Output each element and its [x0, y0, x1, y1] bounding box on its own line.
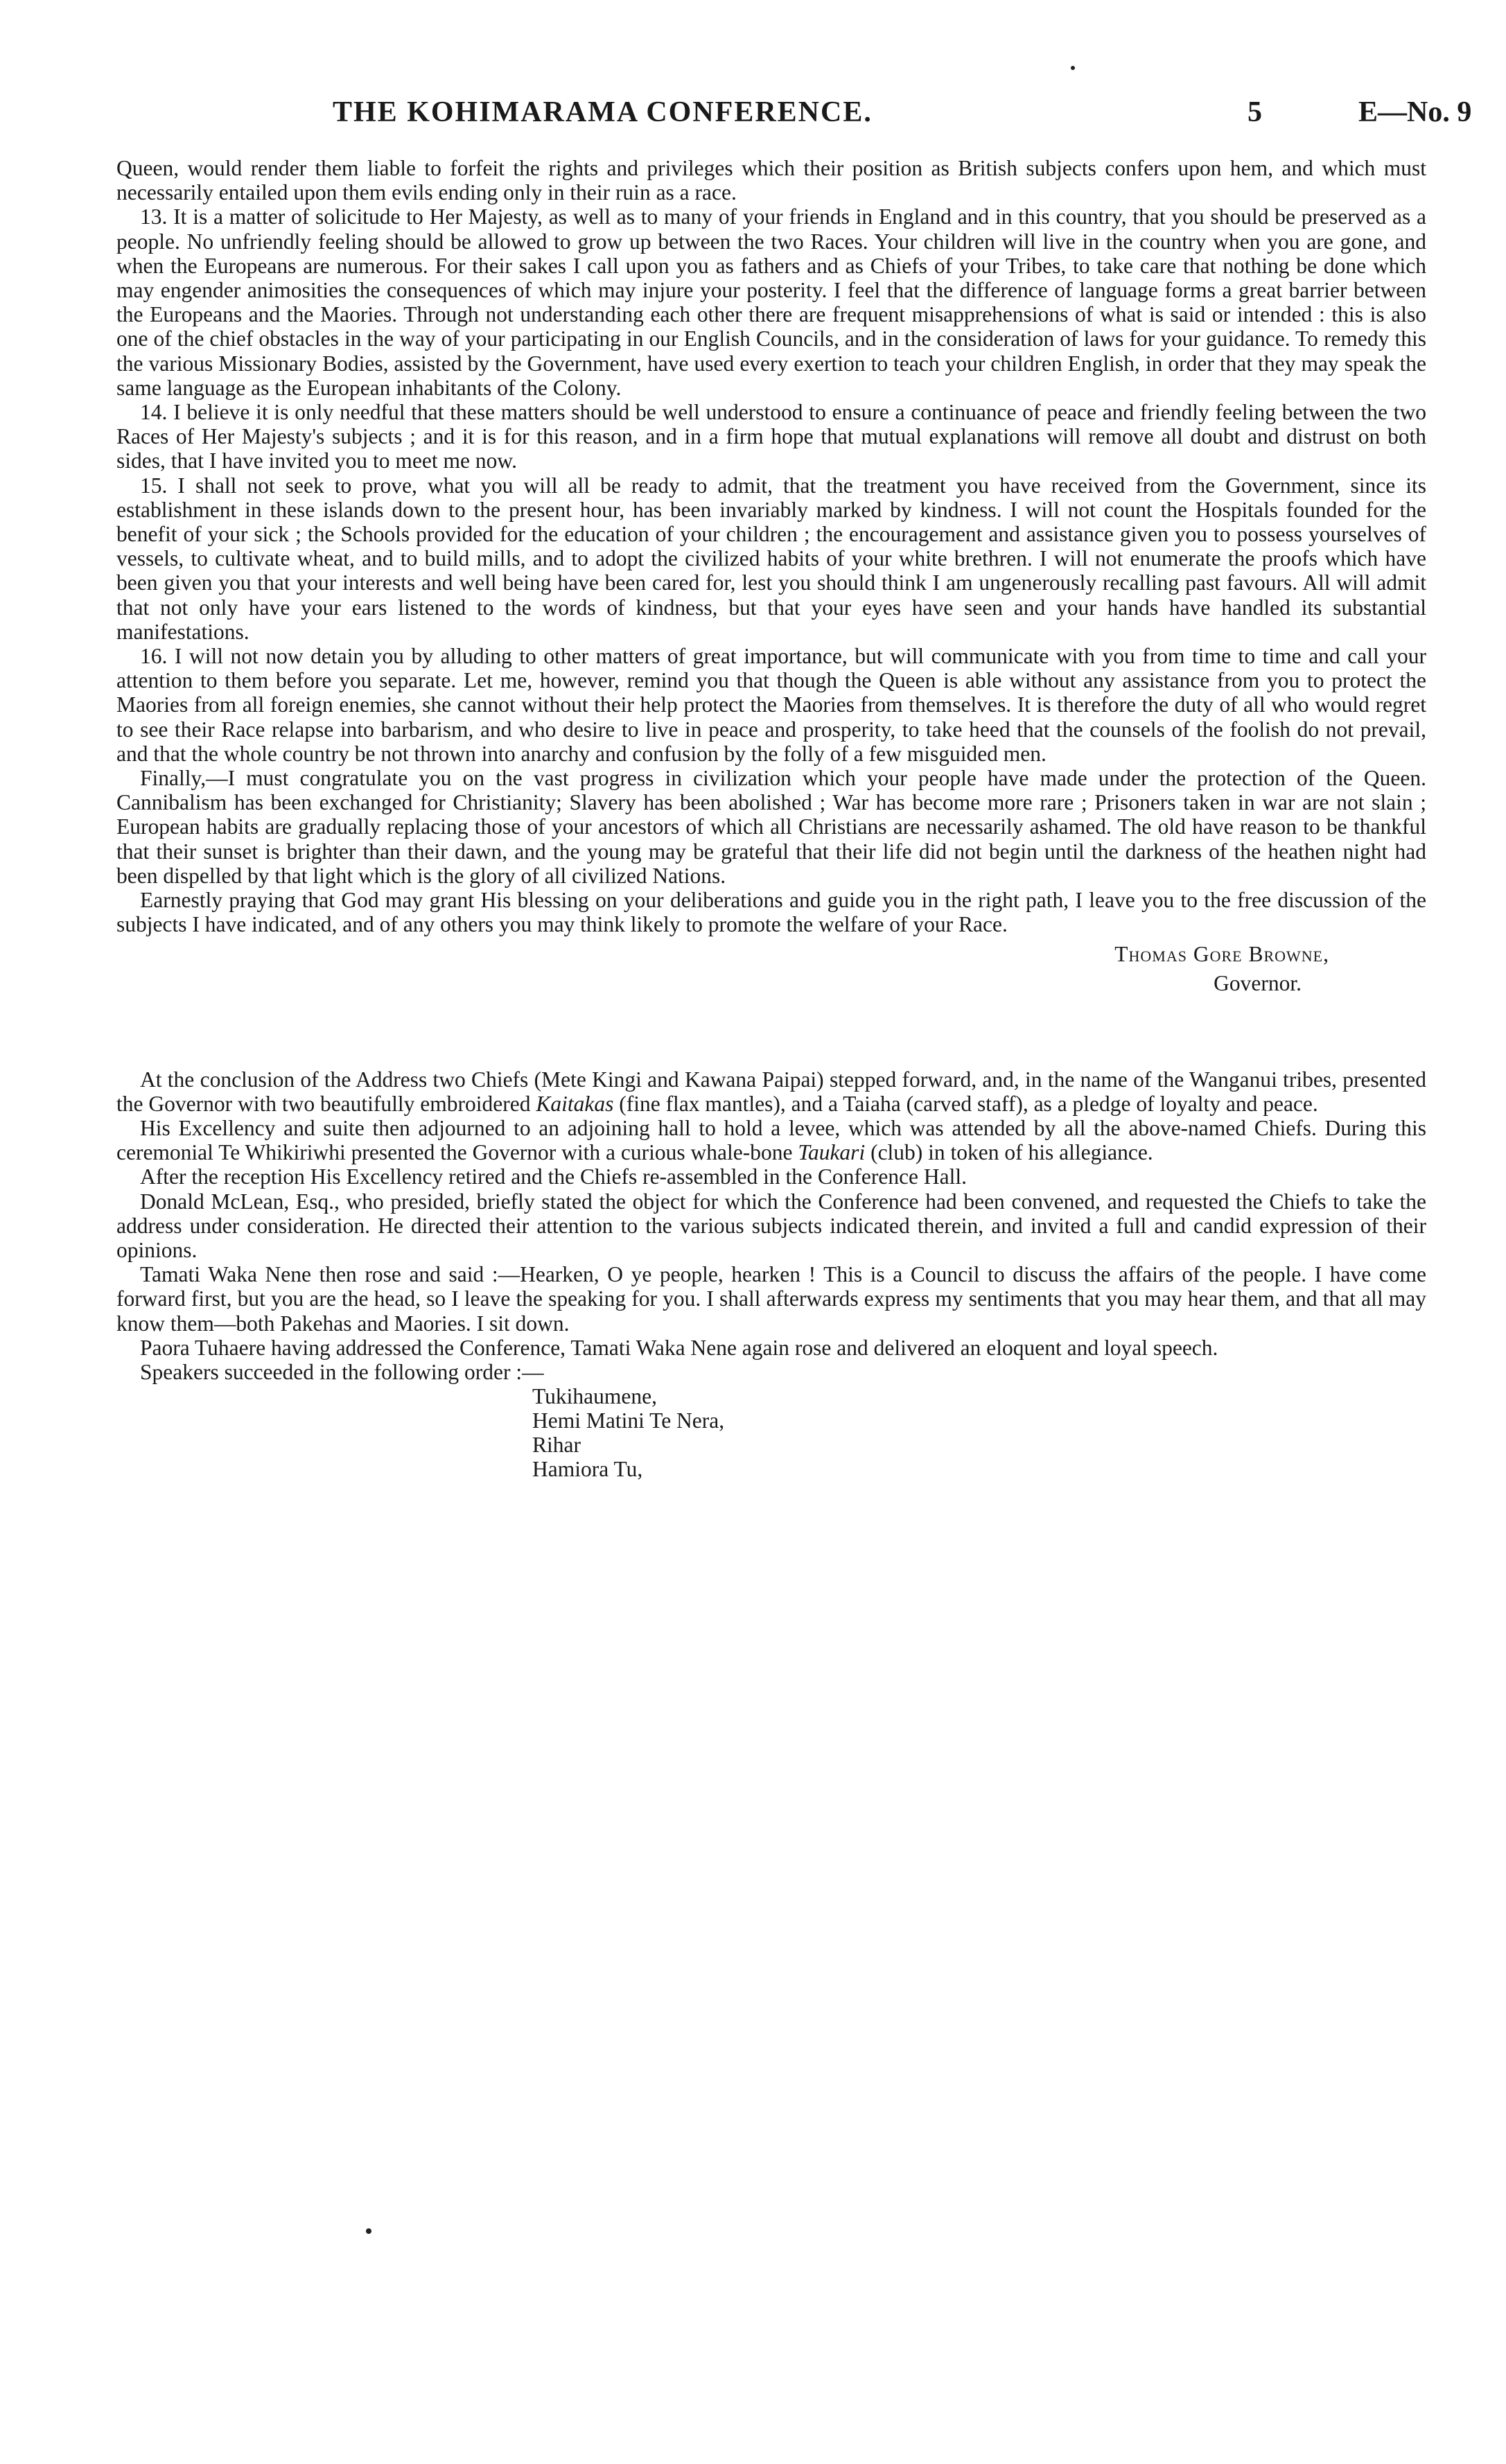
signature-block: [116, 940, 1426, 998]
address-paragraph-continued: Queen, would render them liable to forfeit the rights and privileges which their position as British subjects confers upon hem, and which must necessarily entailed upon them evils ending only in their ruin as a race.: [116, 156, 1426, 205]
speaker-item: Tukihaumene,: [532, 1384, 657, 1409]
address-paragraph-finally: Finally,—I must congratulate you on the vast progress in civilization which your people have made under the protection of the Queen. Cannibalism has been exchanged for Christianity; Slavery has been abolished ; War has become more rare ; Prisoners taken in war are not slain ; European habits are gradually replacing those of your ancestors of which all Christians are necessarily ashamed. The old have reason to be thankful that their sunset is brighter than their dawn, and the young may be grateful that their life did not begin until the darkness of the heathen night had been dispelled by that light which is the glory of all civilized Nations.: [116, 766, 1426, 888]
signature-role: Governor.: [1214, 970, 1302, 995]
page-header: [0, 96, 1506, 144]
proceedings-paragraph-reassembled: After the reception His Excellency retired and the Chiefs re-assembled in the Conference Hall.: [140, 1164, 967, 1189]
document-reference: E—No. 9: [1358, 96, 1472, 128]
address-paragraph-16: 16. I will not now detain you by alluding to other matters of great importance, but will communicate with you from time to time and call your attention to them before you separate. Let me, however, remind you that though the Queen is able without any assistance from you to protect the Maories from all foreign enemies, she cannot without their help protect the Maories from themselves. It is therefore the duty of all who would regret to see their Race relapse into barbarism, and who desire to live in peace and prosperity, to take heed that the counsels of the foolish do not prevail, and that the whole country be not thrown into anarchy and confusion by the folly of a few misguided men.: [116, 644, 1426, 766]
speakers-list: [116, 1384, 1426, 1481]
proceedings-paragraph-levee: His Excellency and suite then adjourned to an adjoining hall to hold a levee, which was attended by all the above-named Chiefs. During this ceremonial Te Whikiriwhi presented the Governor with a curious whale-bone Taukari (club) in token of his allegiance.: [116, 1115, 1426, 1165]
speaker-item: Hamiora Tu,: [532, 1457, 643, 1482]
page-body: [116, 156, 1426, 1481]
page-number: 5: [1247, 96, 1262, 128]
address-paragraph-closing: Earnestly praying that God may grant His blessing on your deliberations and guide you in the right path, I leave you to the free discussion of the subjects I have indicated, and of any others you may think likely to promote the welfare of your Race.: [116, 888, 1426, 937]
ink-speck: [366, 2228, 371, 2234]
section-gap: [116, 998, 1426, 1067]
proceedings-paragraph-speakers-intro: Speakers succeeded in the following order :—: [140, 1359, 544, 1384]
term-taukari: Taukari: [798, 1140, 866, 1165]
address-paragraph-13: 13. It is a matter of solicitude to Her Majesty, as well as to many of your friends in England and in this country, that you should be preserved as a people. No unfriendly feeling should be allowed to grow up between the two Races. Your children will live in the country when you are gone, and when the Europeans are numerous. For their sakes I call upon you as fathers and as Chiefs of your Tribes, to take care that nothing be done which may engender animosities the consequences of which may injure your posterity. I feel that the difference of language forms a great barrier between the Europeans and the Maories. Through not understanding each other there are frequent misapprehensions of what is said or intended : this is also one of the chief obstacles in the way of your participating in our English Councils, and in the consideration of laws for your guidance. To remedy this the various Missionary Bodies, assisted by the Government, have used every exertion to teach your children English, in order that they may speak the same language as the European inhabitants of the Colony.: [116, 204, 1426, 400]
speaker-item: Rihar: [532, 1433, 581, 1458]
proceedings-paragraph-mclean: Donald McLean, Esq., who presided, briefly stated the object for which the Conference had been convened, and requested the Chiefs to take the address under consideration. He directed their attention to the various subjects indicated therein, and invited a full and candid expression of their opinions.: [116, 1189, 1426, 1262]
proceedings-paragraph-gifts: At the conclusion of the Address two Chiefs (Mete Kingi and Kawana Paipai) stepped forward, and, in the name of the Wanganui tribes, presented the Governor with two beautifully embroidered Kaitakas (fine flax mantles), and a Taiaha (carved staff), as a pledge of loyalty and peace.: [116, 1067, 1426, 1116]
proceedings-paragraph-waka-nene: Tamati Waka Nene then rose and said :—Hearken, O ye people, hearken ! This is a Council to discuss the affairs of the people. I have come forward first, but you are the head, so I leave the speaking for you. I shall afterwards express my sentiments that you may hear them, and that all may know them—both Pakehas and Maories. I sit down.: [116, 1262, 1426, 1336]
running-title: THE KOHIMARAMA CONFERENCE.: [333, 96, 873, 128]
signature-name: Thomas Gore Browne,: [1114, 941, 1329, 966]
address-paragraph-15: 15. I shall not seek to prove, what you will all be ready to admit, that the treatment you have received from the Government, since its establishment in these islands down to the present hour, has been invariably marked by kindness. I will not count the Hospitals founded for the benefit of your sick ; the Schools provided for the education of your children ; the encouragement and assistance given you to possess yourselves of vessels, to cultivate wheat, and to build mills, and to adopt the civilized habits of your white brethren. I will not enumerate the proofs which have been given you that your interests and well being have been cared for, lest you should think I am ungenerously recalling past favours. All will admit that not only have your ears listened to the words of kindness, but that your eyes have seen and your hands have handled its substantial manifestations.: [116, 473, 1426, 644]
address-paragraph-14: 14. I believe it is only needful that these matters should be well understood to ensure a continuance of peace and friendly feeling between the two Races of Her Majesty's subjects ; and it is for this reason, and in a firm hope that mutual explanations will remove all doubt and distrust on both sides, that I have invited you to meet me now.: [116, 400, 1426, 473]
term-kaitakas: Kaitakas: [536, 1091, 614, 1116]
proceedings-paragraph-tuhaere: Paora Tuhaere having addressed the Conference, Tamati Waka Nene again rose and delivered an eloquent and loyal speech.: [140, 1335, 1218, 1360]
speaker-item: Hemi Matini Te Nera,: [532, 1408, 725, 1433]
ink-speck: [1071, 66, 1075, 70]
